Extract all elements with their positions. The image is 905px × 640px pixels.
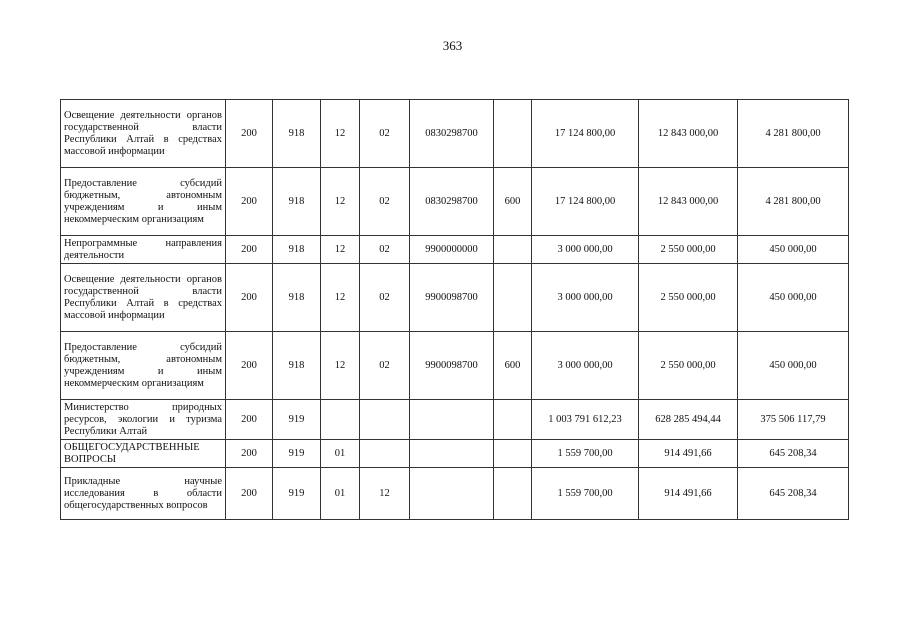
sum-third: 375 506 117,79	[738, 400, 849, 440]
ministry-code: 918	[273, 100, 321, 168]
row-name: Освещение деятельности органов государственной власти Республики Алтай в средствах массовой информации	[61, 100, 226, 168]
section-code: 01	[321, 468, 360, 520]
target-article	[410, 468, 494, 520]
ministry-code: 918	[273, 332, 321, 400]
ministry-code: 919	[273, 400, 321, 440]
section-code	[321, 400, 360, 440]
sum-second: 12 843 000,00	[639, 100, 738, 168]
budget-code: 200	[226, 332, 273, 400]
sum-third: 4 281 800,00	[738, 100, 849, 168]
row-name: Прикладные научные исследования в области общегосударственных вопросов	[61, 468, 226, 520]
ministry-code: 918	[273, 236, 321, 264]
target-article: 9900098700	[410, 264, 494, 332]
section-code: 12	[321, 236, 360, 264]
section-code: 12	[321, 264, 360, 332]
sum-second: 2 550 000,00	[639, 236, 738, 264]
budget-code: 200	[226, 440, 273, 468]
sum-second: 12 843 000,00	[639, 168, 738, 236]
section-code: 12	[321, 332, 360, 400]
ministry-code: 918	[273, 168, 321, 236]
sum-third: 450 000,00	[738, 264, 849, 332]
section-code: 12	[321, 168, 360, 236]
subsection-code: 02	[360, 100, 410, 168]
budget-code: 200	[226, 100, 273, 168]
table-row	[61, 236, 849, 264]
sum-total: 3 000 000,00	[532, 236, 639, 264]
budget-code: 200	[226, 236, 273, 264]
row-name: ОБЩЕГОСУДАРСТВЕННЫЕ ВОПРОСЫ	[61, 440, 226, 468]
sum-total: 3 000 000,00	[532, 264, 639, 332]
budget-code: 200	[226, 264, 273, 332]
sum-total: 1 559 700,00	[532, 440, 639, 468]
table-row	[61, 400, 849, 440]
target-article: 0830298700	[410, 100, 494, 168]
sum-third: 4 281 800,00	[738, 168, 849, 236]
section-code: 12	[321, 100, 360, 168]
target-article	[410, 440, 494, 468]
row-name: Освещение деятельности органов государственной власти Республики Алтай в средствах массовой информации	[61, 264, 226, 332]
table-row	[61, 264, 849, 332]
table-row	[61, 440, 849, 468]
expense-type: 600	[494, 332, 532, 400]
expense-type	[494, 400, 532, 440]
subsection-code: 02	[360, 332, 410, 400]
row-name: Предоставление субсидий бюджетным, автономным учреждениям и иным некоммерческим организациям	[61, 332, 226, 400]
target-article: 0830298700	[410, 168, 494, 236]
sum-third: 450 000,00	[738, 236, 849, 264]
subsection-code: 02	[360, 168, 410, 236]
section-code: 01	[321, 440, 360, 468]
ministry-code: 918	[273, 264, 321, 332]
expense-type	[494, 468, 532, 520]
sum-third: 645 208,34	[738, 468, 849, 520]
sum-third: 450 000,00	[738, 332, 849, 400]
sum-total: 1 003 791 612,23	[532, 400, 639, 440]
sum-total: 3 000 000,00	[532, 332, 639, 400]
row-name: Министерство природных ресурсов, экологии и туризма Республики Алтай	[61, 400, 226, 440]
expense-type	[494, 264, 532, 332]
ministry-code: 919	[273, 468, 321, 520]
subsection-code: 02	[360, 264, 410, 332]
subsection-code	[360, 440, 410, 468]
target-article: 9900098700	[410, 332, 494, 400]
sum-second: 2 550 000,00	[639, 264, 738, 332]
sum-second: 914 491,66	[639, 468, 738, 520]
page-number: 363	[442, 38, 463, 53]
target-article	[410, 400, 494, 440]
subsection-code	[360, 400, 410, 440]
budget-code: 200	[226, 468, 273, 520]
expense-type	[494, 100, 532, 168]
table-row	[61, 332, 849, 400]
subsection-code: 12	[360, 468, 410, 520]
table-row	[61, 100, 849, 168]
expense-type: 600	[494, 168, 532, 236]
table-row	[61, 168, 849, 236]
expense-type	[494, 236, 532, 264]
subsection-code: 02	[360, 236, 410, 264]
budget-code: 200	[226, 168, 273, 236]
sum-third: 645 208,34	[738, 440, 849, 468]
sum-second: 2 550 000,00	[639, 332, 738, 400]
sum-second: 914 491,66	[639, 440, 738, 468]
sum-total: 1 559 700,00	[532, 468, 639, 520]
sum-total: 17 124 800,00	[532, 168, 639, 236]
table-row	[61, 468, 849, 520]
expense-type	[494, 440, 532, 468]
budget-table	[60, 99, 849, 520]
sum-total: 17 124 800,00	[532, 100, 639, 168]
target-article: 9900000000	[410, 236, 494, 264]
budget-code: 200	[226, 400, 273, 440]
row-name: Непрограммные направления деятельности	[61, 236, 226, 264]
sum-second: 628 285 494,44	[639, 400, 738, 440]
ministry-code: 919	[273, 440, 321, 468]
row-name: Предоставление субсидий бюджетным, автономным учреждениям и иным некоммерческим организациям	[61, 168, 226, 236]
